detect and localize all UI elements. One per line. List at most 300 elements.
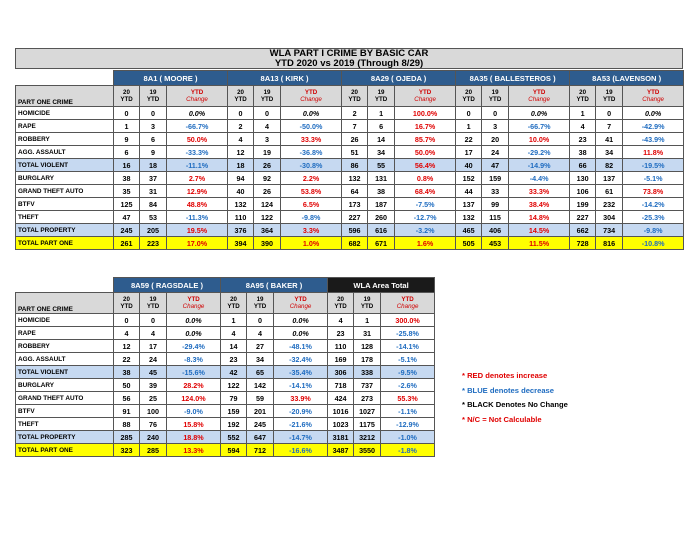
ytd-change-cell: -16.6%	[274, 444, 328, 457]
ytd-change-cell: -14.7%	[274, 431, 328, 444]
ytd-change-cell: -25.3%	[623, 211, 684, 224]
value-2019-cell: 55	[368, 159, 395, 172]
value-2020-cell: 4	[228, 133, 254, 146]
value-2020-cell: 3181	[328, 431, 354, 444]
value-2019-cell: 304	[596, 211, 623, 224]
year-2019-header: 19 YTD	[368, 86, 395, 107]
value-2019-cell: 17	[140, 340, 167, 353]
value-2019-cell: 1175	[354, 418, 381, 431]
value-2020-cell: 0	[228, 107, 254, 120]
value-2020-cell: 4	[570, 120, 596, 133]
table-row	[16, 172, 684, 185]
ytd-change-cell: -29.2%	[509, 146, 570, 159]
value-2020-cell: 23	[570, 133, 596, 146]
group-header: 8A59 ( RAGSDALE )	[114, 278, 221, 293]
value-2019-cell: 61	[596, 185, 623, 198]
table-row	[16, 185, 684, 198]
value-2019-cell: 1	[354, 314, 381, 327]
ytd-change-cell: -9.8%	[623, 224, 684, 237]
ytd-change-header: YTD Change	[167, 293, 221, 314]
value-2020-cell: 1023	[328, 418, 354, 431]
ytd-change-header: YTD Change	[167, 86, 228, 107]
value-2020-cell: 66	[570, 159, 596, 172]
ytd-change-cell: -66.7%	[167, 120, 228, 133]
table-row	[16, 237, 684, 250]
value-2020-cell: 505	[456, 237, 482, 250]
ytd-change-cell: -3.2%	[395, 224, 456, 237]
table-row	[16, 431, 435, 444]
ytd-change-cell: 0.0%	[509, 107, 570, 120]
value-2019-cell: 53	[140, 211, 167, 224]
ytd-change-cell: -12.9%	[381, 418, 435, 431]
ytd-change-cell: 73.8%	[623, 185, 684, 198]
ytd-change-cell: 16.7%	[395, 120, 456, 133]
value-2020-cell: 79	[221, 392, 247, 405]
value-2020-cell: 64	[342, 185, 368, 198]
ytd-change-cell: -2.6%	[381, 379, 435, 392]
table-row	[16, 211, 684, 224]
value-2019-cell: 364	[254, 224, 281, 237]
ytd-change-cell: 10.0%	[509, 133, 570, 146]
value-2020-cell: 132	[456, 211, 482, 224]
ytd-change-header: YTD Change	[509, 86, 570, 107]
value-2019-cell: 24	[482, 146, 509, 159]
year-2019-header: 19 YTD	[482, 86, 509, 107]
value-2019-cell: 131	[368, 172, 395, 185]
value-2019-cell: 616	[368, 224, 395, 237]
value-2020-cell: 323	[114, 444, 140, 457]
ytd-change-cell: -35.4%	[274, 366, 328, 379]
blank-header-cell	[16, 278, 114, 293]
row-label: BTFV	[16, 405, 114, 418]
value-2019-cell: 7	[596, 120, 623, 133]
value-2020-cell: 159	[221, 405, 247, 418]
value-2019-cell: 31	[140, 185, 167, 198]
value-2019-cell: 25	[140, 392, 167, 405]
value-2019-cell: 3	[254, 133, 281, 146]
value-2019-cell: 38	[368, 185, 395, 198]
value-2020-cell: 718	[328, 379, 354, 392]
table-row	[16, 444, 435, 457]
ytd-change-cell: -20.9%	[274, 405, 328, 418]
crime-table-2	[15, 277, 435, 457]
value-2020-cell: 26	[342, 133, 368, 146]
value-2019-cell: 1	[368, 107, 395, 120]
value-2019-cell: 84	[140, 198, 167, 211]
ytd-change-cell: 68.4%	[395, 185, 456, 198]
ytd-change-cell: 0.0%	[274, 314, 328, 327]
year-2020-header: 20 YTD	[456, 86, 482, 107]
value-2020-cell: 4	[114, 327, 140, 340]
value-2019-cell: 39	[140, 379, 167, 392]
crime-column-header: PART ONE CRIME	[16, 86, 114, 107]
ytd-change-cell: 85.7%	[395, 133, 456, 146]
ytd-change-cell: -30.8%	[281, 159, 342, 172]
value-2020-cell: 394	[228, 237, 254, 250]
value-2020-cell: 1	[570, 107, 596, 120]
value-2019-cell: 115	[482, 211, 509, 224]
ytd-change-cell: 12.9%	[167, 185, 228, 198]
ytd-change-cell: 33.3%	[281, 133, 342, 146]
value-2019-cell: 737	[354, 379, 381, 392]
group-header: WLA Area Total	[328, 278, 435, 293]
ytd-change-cell: -33.3%	[167, 146, 228, 159]
value-2020-cell: 285	[114, 431, 140, 444]
value-2019-cell: 4	[254, 120, 281, 133]
ytd-change-header: YTD Change	[381, 293, 435, 314]
ytd-change-cell: 50.0%	[395, 146, 456, 159]
year-2020-header: 20 YTD	[228, 86, 254, 107]
year-2020-header: 20 YTD	[221, 293, 247, 314]
row-label: TOTAL PART ONE	[16, 444, 114, 457]
value-2020-cell: 56	[114, 392, 140, 405]
value-2020-cell: 306	[328, 366, 354, 379]
ytd-change-cell: 19.5%	[167, 224, 228, 237]
value-2019-cell: 453	[482, 237, 509, 250]
row-label: TOTAL VIOLENT	[16, 159, 114, 172]
value-2020-cell: 0	[114, 107, 140, 120]
value-2020-cell: 6	[114, 146, 140, 159]
blank-header-cell	[16, 71, 114, 86]
value-2019-cell: 82	[596, 159, 623, 172]
ytd-change-header: YTD Change	[623, 86, 684, 107]
value-2019-cell: 0	[254, 107, 281, 120]
year-2019-header: 19 YTD	[354, 293, 381, 314]
value-2019-cell: 65	[247, 366, 274, 379]
table-row	[16, 146, 684, 159]
ytd-change-cell: 1.0%	[281, 237, 342, 250]
row-label: RAPE	[16, 327, 114, 340]
value-2019-cell: 232	[596, 198, 623, 211]
ytd-change-cell: -8.3%	[167, 353, 221, 366]
value-2019-cell: 6	[140, 133, 167, 146]
value-2020-cell: 42	[221, 366, 247, 379]
ytd-change-cell: 56.4%	[395, 159, 456, 172]
ytd-change-cell: -21.6%	[274, 418, 328, 431]
value-2019-cell: 9	[140, 146, 167, 159]
value-2020-cell: 4	[328, 314, 354, 327]
ytd-change-cell: -4.4%	[509, 172, 570, 185]
ytd-change-cell: 28.2%	[167, 379, 221, 392]
legend-blue: * BLUE denotes decrease	[462, 386, 555, 395]
ytd-change-cell: 53.8%	[281, 185, 342, 198]
value-2020-cell: 122	[221, 379, 247, 392]
value-2020-cell: 51	[342, 146, 368, 159]
row-label: GRAND THEFT AUTO	[16, 392, 114, 405]
ytd-change-cell: 124.0%	[167, 392, 221, 405]
year-2019-header: 19 YTD	[247, 293, 274, 314]
value-2019-cell: 0	[140, 314, 167, 327]
value-2020-cell: 728	[570, 237, 596, 250]
value-2020-cell: 2	[342, 107, 368, 120]
table-row	[16, 392, 435, 405]
value-2020-cell: 169	[328, 353, 354, 366]
value-2020-cell: 227	[342, 211, 368, 224]
legend-nc: * N/C = Not Calculable	[462, 415, 542, 424]
table-row	[16, 133, 684, 146]
value-2019-cell: 99	[482, 198, 509, 211]
value-2020-cell: 106	[570, 185, 596, 198]
value-2020-cell: 22	[114, 353, 140, 366]
value-2020-cell: 16	[114, 159, 140, 172]
value-2020-cell: 1016	[328, 405, 354, 418]
report-title	[15, 48, 683, 69]
value-2019-cell: 4	[140, 327, 167, 340]
table-row	[16, 314, 435, 327]
ytd-change-cell: 1.6%	[395, 237, 456, 250]
value-2019-cell: 26	[254, 185, 281, 198]
value-2020-cell: 18	[228, 159, 254, 172]
value-2019-cell: 816	[596, 237, 623, 250]
value-2020-cell: 199	[570, 198, 596, 211]
value-2019-cell: 34	[247, 353, 274, 366]
value-2019-cell: 24	[140, 353, 167, 366]
value-2020-cell: 424	[328, 392, 354, 405]
value-2020-cell: 662	[570, 224, 596, 237]
ytd-change-cell: -42.9%	[623, 120, 684, 133]
table-row	[16, 107, 684, 120]
row-label: AGG. ASSAULT	[16, 146, 114, 159]
value-2020-cell: 137	[456, 198, 482, 211]
ytd-change-cell: 0.0%	[167, 314, 221, 327]
ytd-change-cell: 33.3%	[509, 185, 570, 198]
value-2019-cell: 273	[354, 392, 381, 405]
value-2019-cell: 201	[247, 405, 274, 418]
value-2020-cell: 17	[456, 146, 482, 159]
ytd-change-cell: 11.5%	[509, 237, 570, 250]
table-row	[16, 224, 684, 237]
row-label: AGG. ASSAULT	[16, 353, 114, 366]
ytd-change-cell: -32.4%	[274, 353, 328, 366]
value-2019-cell: 1027	[354, 405, 381, 418]
value-2019-cell: 26	[254, 159, 281, 172]
value-2019-cell: 33	[482, 185, 509, 198]
value-2019-cell: 34	[368, 146, 395, 159]
value-2020-cell: 376	[228, 224, 254, 237]
value-2019-cell: 285	[140, 444, 167, 457]
value-2020-cell: 3487	[328, 444, 354, 457]
row-label: TOTAL PROPERTY	[16, 431, 114, 444]
table-row	[16, 366, 435, 379]
ytd-change-cell: -66.7%	[509, 120, 570, 133]
ytd-change-cell: -5.1%	[623, 172, 684, 185]
table-row	[16, 120, 684, 133]
value-2020-cell: 1	[221, 314, 247, 327]
value-2020-cell: 38	[114, 172, 140, 185]
ytd-change-cell: 18.8%	[167, 431, 221, 444]
crime-table-1	[15, 70, 684, 250]
value-2020-cell: 35	[114, 185, 140, 198]
value-2019-cell: 19	[254, 146, 281, 159]
value-2019-cell: 0	[596, 107, 623, 120]
row-label: BURGLARY	[16, 172, 114, 185]
value-2020-cell: 594	[221, 444, 247, 457]
value-2019-cell: 92	[254, 172, 281, 185]
ytd-change-cell: 11.8%	[623, 146, 684, 159]
value-2020-cell: 227	[570, 211, 596, 224]
value-2020-cell: 23	[328, 327, 354, 340]
value-2019-cell: 3	[140, 120, 167, 133]
value-2019-cell: 100	[140, 405, 167, 418]
table-row	[16, 379, 435, 392]
ytd-change-cell: -9.0%	[167, 405, 221, 418]
row-label: BURGLARY	[16, 379, 114, 392]
ytd-change-cell: -15.6%	[167, 366, 221, 379]
year-2020-header: 20 YTD	[342, 86, 368, 107]
value-2019-cell: 14	[368, 133, 395, 146]
table-row	[16, 418, 435, 431]
ytd-change-cell: 15.8%	[167, 418, 221, 431]
value-2019-cell: 6	[368, 120, 395, 133]
value-2019-cell: 20	[482, 133, 509, 146]
value-2020-cell: 125	[114, 198, 140, 211]
row-label: HOMICIDE	[16, 107, 114, 120]
year-2020-header: 20 YTD	[328, 293, 354, 314]
ytd-change-cell: 100.0%	[395, 107, 456, 120]
ytd-change-cell: -25.8%	[381, 327, 435, 340]
group-header: 8A53 (LAVENSON )	[570, 71, 684, 86]
value-2020-cell: 14	[221, 340, 247, 353]
value-2020-cell: 47	[114, 211, 140, 224]
ytd-change-cell: -11.1%	[167, 159, 228, 172]
value-2019-cell: 671	[368, 237, 395, 250]
ytd-change-cell: -43.9%	[623, 133, 684, 146]
table-row	[16, 327, 435, 340]
value-2020-cell: 40	[456, 159, 482, 172]
value-2019-cell: 205	[140, 224, 167, 237]
value-2019-cell: 647	[247, 431, 274, 444]
ytd-change-cell: 2.2%	[281, 172, 342, 185]
row-label: HOMICIDE	[16, 314, 114, 327]
value-2020-cell: 132	[228, 198, 254, 211]
value-2019-cell: 260	[368, 211, 395, 224]
value-2020-cell: 12	[228, 146, 254, 159]
title-line-2: YTD 2020 vs 2019 (Through 8/29)	[274, 58, 424, 69]
ytd-change-cell: 48.8%	[167, 198, 228, 211]
ytd-change-cell: -9.8%	[281, 211, 342, 224]
value-2019-cell: 712	[247, 444, 274, 457]
ytd-change-cell: 14.5%	[509, 224, 570, 237]
value-2019-cell: 3212	[354, 431, 381, 444]
ytd-change-cell: -19.5%	[623, 159, 684, 172]
table-row	[16, 405, 435, 418]
value-2019-cell: 76	[140, 418, 167, 431]
ytd-change-cell: -1.1%	[381, 405, 435, 418]
table-row	[16, 198, 684, 211]
ytd-change-cell: 13.3%	[167, 444, 221, 457]
value-2020-cell: 465	[456, 224, 482, 237]
value-2020-cell: 94	[228, 172, 254, 185]
value-2020-cell: 88	[114, 418, 140, 431]
value-2020-cell: 44	[456, 185, 482, 198]
value-2019-cell: 223	[140, 237, 167, 250]
value-2019-cell: 45	[140, 366, 167, 379]
legend-red: * RED denotes increase	[462, 371, 548, 380]
value-2019-cell: 128	[354, 340, 381, 353]
value-2019-cell: 41	[596, 133, 623, 146]
value-2020-cell: 23	[221, 353, 247, 366]
ytd-change-cell: 2.7%	[167, 172, 228, 185]
ytd-change-cell: -11.3%	[167, 211, 228, 224]
year-2019-header: 19 YTD	[140, 293, 167, 314]
value-2020-cell: 682	[342, 237, 368, 250]
ytd-change-cell: 33.9%	[274, 392, 328, 405]
value-2020-cell: 40	[228, 185, 254, 198]
value-2020-cell: 50	[114, 379, 140, 392]
table-row	[16, 353, 435, 366]
value-2019-cell: 18	[140, 159, 167, 172]
value-2019-cell: 142	[247, 379, 274, 392]
value-2020-cell: 0	[114, 314, 140, 327]
row-label: GRAND THEFT AUTO	[16, 185, 114, 198]
row-label: TOTAL PART ONE	[16, 237, 114, 250]
value-2019-cell: 59	[247, 392, 274, 405]
value-2019-cell: 27	[247, 340, 274, 353]
value-2020-cell: 2	[228, 120, 254, 133]
title-line-1: WLA PART I CRIME BY BASIC CAR	[269, 48, 429, 59]
row-label: BTFV	[16, 198, 114, 211]
value-2020-cell: 130	[570, 172, 596, 185]
ytd-change-cell: 55.3%	[381, 392, 435, 405]
ytd-change-cell: 0.0%	[623, 107, 684, 120]
ytd-change-cell: -36.8%	[281, 146, 342, 159]
value-2020-cell: 22	[456, 133, 482, 146]
year-2020-header: 20 YTD	[114, 293, 140, 314]
group-header: 8A1 ( MOORE )	[114, 71, 228, 86]
value-2020-cell: 192	[221, 418, 247, 431]
ytd-change-cell: -14.2%	[623, 198, 684, 211]
row-label: RAPE	[16, 120, 114, 133]
value-2020-cell: 12	[114, 340, 140, 353]
ytd-change-cell: -5.1%	[381, 353, 435, 366]
value-2020-cell: 1	[456, 120, 482, 133]
value-2019-cell: 137	[596, 172, 623, 185]
value-2020-cell: 261	[114, 237, 140, 250]
ytd-change-cell: 0.0%	[281, 107, 342, 120]
ytd-change-cell: 17.0%	[167, 237, 228, 250]
ytd-change-cell: 0.0%	[167, 327, 221, 340]
ytd-change-header: YTD Change	[274, 293, 328, 314]
ytd-change-cell: -9.5%	[381, 366, 435, 379]
ytd-change-cell: 14.8%	[509, 211, 570, 224]
value-2020-cell: 110	[328, 340, 354, 353]
row-label: TOTAL PROPERTY	[16, 224, 114, 237]
value-2019-cell: 390	[254, 237, 281, 250]
crime-column-header: PART ONE CRIME	[16, 293, 114, 314]
value-2020-cell: 4	[221, 327, 247, 340]
value-2020-cell: 110	[228, 211, 254, 224]
row-label: THEFT	[16, 211, 114, 224]
ytd-change-cell: -48.1%	[274, 340, 328, 353]
year-2020-header: 20 YTD	[570, 86, 596, 107]
value-2020-cell: 173	[342, 198, 368, 211]
value-2019-cell: 3550	[354, 444, 381, 457]
value-2019-cell: 178	[354, 353, 381, 366]
ytd-change-cell: 50.0%	[167, 133, 228, 146]
ytd-change-cell: 300.0%	[381, 314, 435, 327]
value-2019-cell: 187	[368, 198, 395, 211]
value-2020-cell: 1	[114, 120, 140, 133]
year-2020-header: 20 YTD	[114, 86, 140, 107]
value-2019-cell: 4	[247, 327, 274, 340]
value-2020-cell: 152	[456, 172, 482, 185]
year-2019-header: 19 YTD	[254, 86, 281, 107]
value-2019-cell: 0	[482, 107, 509, 120]
value-2020-cell: 91	[114, 405, 140, 418]
value-2020-cell: 38	[570, 146, 596, 159]
ytd-change-cell: 6.5%	[281, 198, 342, 211]
group-header: 8A13 ( KIRK )	[228, 71, 342, 86]
